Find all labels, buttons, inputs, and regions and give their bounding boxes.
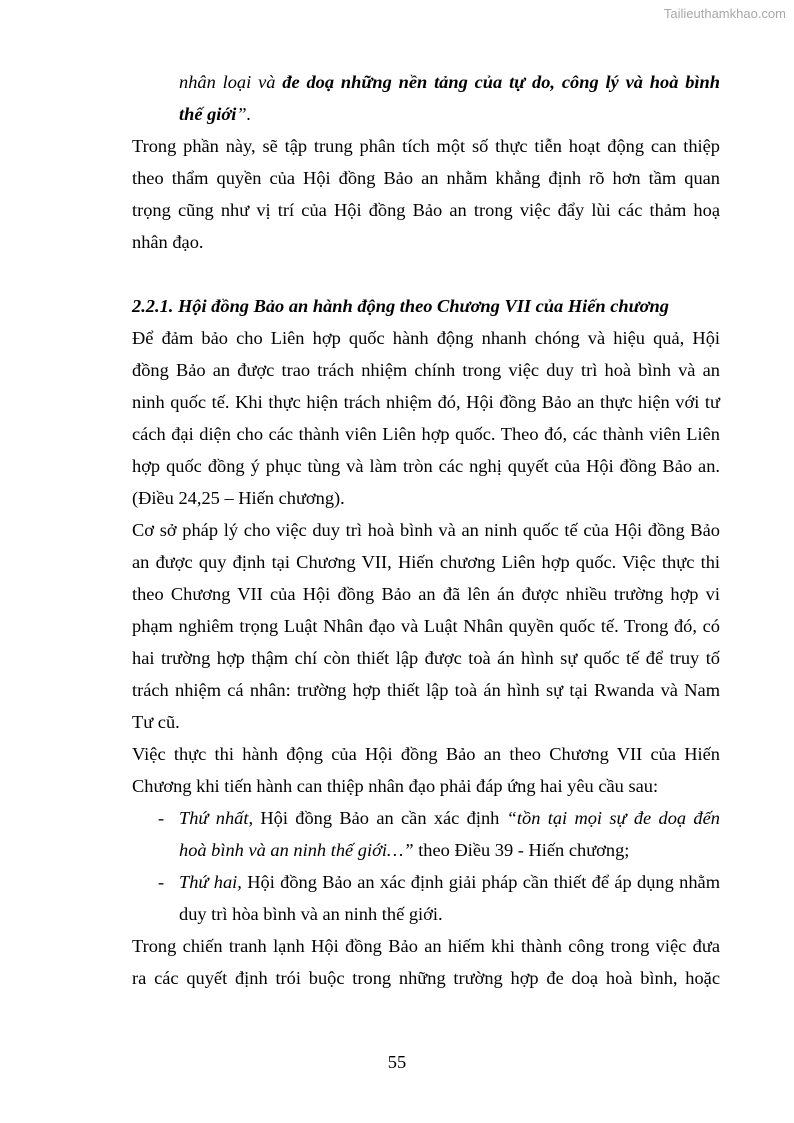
paragraph-line: trách nhiệm cá nhân: trường hợp thiết lập toà án hình sự tại Rwanda và Nam xyxy=(132,680,720,700)
bullet-item-1 xyxy=(132,802,720,834)
quote-emphasis: đe doạ những nền tảng của tự do, công lý và hoà bình xyxy=(282,72,720,92)
paragraph-line: hai trường hợp thậm chí còn thiết lập được toà án hình sự quốc tế để truy tố xyxy=(132,648,720,668)
bullet-label: Thứ nhất, xyxy=(179,808,254,828)
bullet-item-1-cont xyxy=(132,834,720,866)
paragraph-line: Chương khi tiến hành can thiệp nhân đạo phải đáp ứng hai yêu cầu sau: xyxy=(132,776,659,796)
paragraph-line: cách đại diện cho các thành viên Liên hợp quốc. Theo đó, các thành viên Liên xyxy=(132,424,720,444)
paragraph-line: ninh quốc tế. Khi thực hiện trách nhiệm đó, Hội đồng Bảo an thực hiện với tư xyxy=(132,392,720,412)
paragraph-line: Việc thực thi hành động của Hội đồng Bảo an theo Chương VII của Hiến xyxy=(132,744,720,764)
bullet-text: Hội đồng Bảo an cần xác định xyxy=(253,808,507,828)
quote-close: ”. xyxy=(236,104,252,124)
bullet-quote: “tồn tại mọi sự đe doạ đến xyxy=(506,808,720,828)
paragraph-line: an được quy định tại Chương VII, Hiến chương Liên hợp quốc. Việc thực thi xyxy=(132,552,720,572)
paragraph-line: theo thẩm quyền của Hội đồng Bảo an nhằm khẳng định rõ hơn tầm quan xyxy=(132,168,720,188)
paragraph-line: nhân đạo. xyxy=(132,232,204,252)
bullet-dash: - xyxy=(158,808,165,828)
bullet-item-2-cont: duy trì hòa bình và an ninh thế giới. xyxy=(179,904,443,924)
paragraph-line: theo Chương VII của Hội đồng Bảo an đã lên án được nhiều trường hợp vi xyxy=(132,584,720,604)
section-heading xyxy=(132,290,720,322)
paragraph-line: trọng cũng như vị trí của Hội đồng Bảo an trong việc đẩy lùi các thảm hoạ xyxy=(132,200,720,220)
quote-emphasis: thế giới xyxy=(179,104,237,124)
bullet-quote: hoà bình và an ninh thế giới…” xyxy=(179,840,414,860)
paragraph-line: hợp quốc đồng ý phục tùng và làm tròn các nghị quyết của Hội đồng Bảo an. xyxy=(132,456,720,476)
paragraph-line: Trong chiến tranh lạnh Hội đồng Bảo an hiếm khi thành công trong việc đưa xyxy=(132,936,720,956)
paragraph-line: Cơ sở pháp lý cho việc duy trì hoà bình và an ninh quốc tế của Hội đồng Bảo xyxy=(132,520,720,540)
quote-text: nhân loại và xyxy=(179,72,283,92)
paragraph-line: đồng Bảo an được trao trách nhiệm chính trong việc duy trì hoà bình và an xyxy=(132,360,720,380)
paragraph-line: Trong phần này, sẽ tập trung phân tích một số thực tiễn hoạt động can thiệp xyxy=(132,136,720,156)
bullet-text: Hội đồng Bảo an xác định giải pháp cần thiết để áp dụng nhằm xyxy=(241,872,720,892)
bullet-text: theo Điều 39 - Hiến chương; xyxy=(413,840,630,860)
spacer xyxy=(132,258,720,290)
paragraph-line: Tư cũ. xyxy=(132,712,180,732)
paragraph-line: (Điều 24,25 – Hiến chương). xyxy=(132,488,345,508)
bullet-dash: - xyxy=(158,872,165,892)
section-heading-text: 2.2.1. Hội đồng Bảo an hành động theo Chương VII của Hiến chương xyxy=(132,296,669,316)
paragraph-line: ra các quyết định trói buộc trong những trường hợp đe doạ hoà bình, hoặc xyxy=(132,968,720,988)
bullet-item-2 xyxy=(132,866,720,898)
page-body xyxy=(132,66,720,994)
quote-end-line-1 xyxy=(132,66,720,98)
watermark: Tailieuthamkhao.com xyxy=(663,6,786,21)
page-number: 55 xyxy=(387,1052,407,1072)
paragraph-line: phạm nghiêm trọng Luật Nhân đạo và Luật Nhân quyền quốc tế. Trong đó, có xyxy=(132,616,720,636)
quote-end-line-2 xyxy=(132,98,720,130)
paragraph-line: Để đảm bảo cho Liên hợp quốc hành động nhanh chóng và hiệu quả, Hội xyxy=(132,328,720,348)
bullet-label: Thứ hai, xyxy=(179,872,242,892)
